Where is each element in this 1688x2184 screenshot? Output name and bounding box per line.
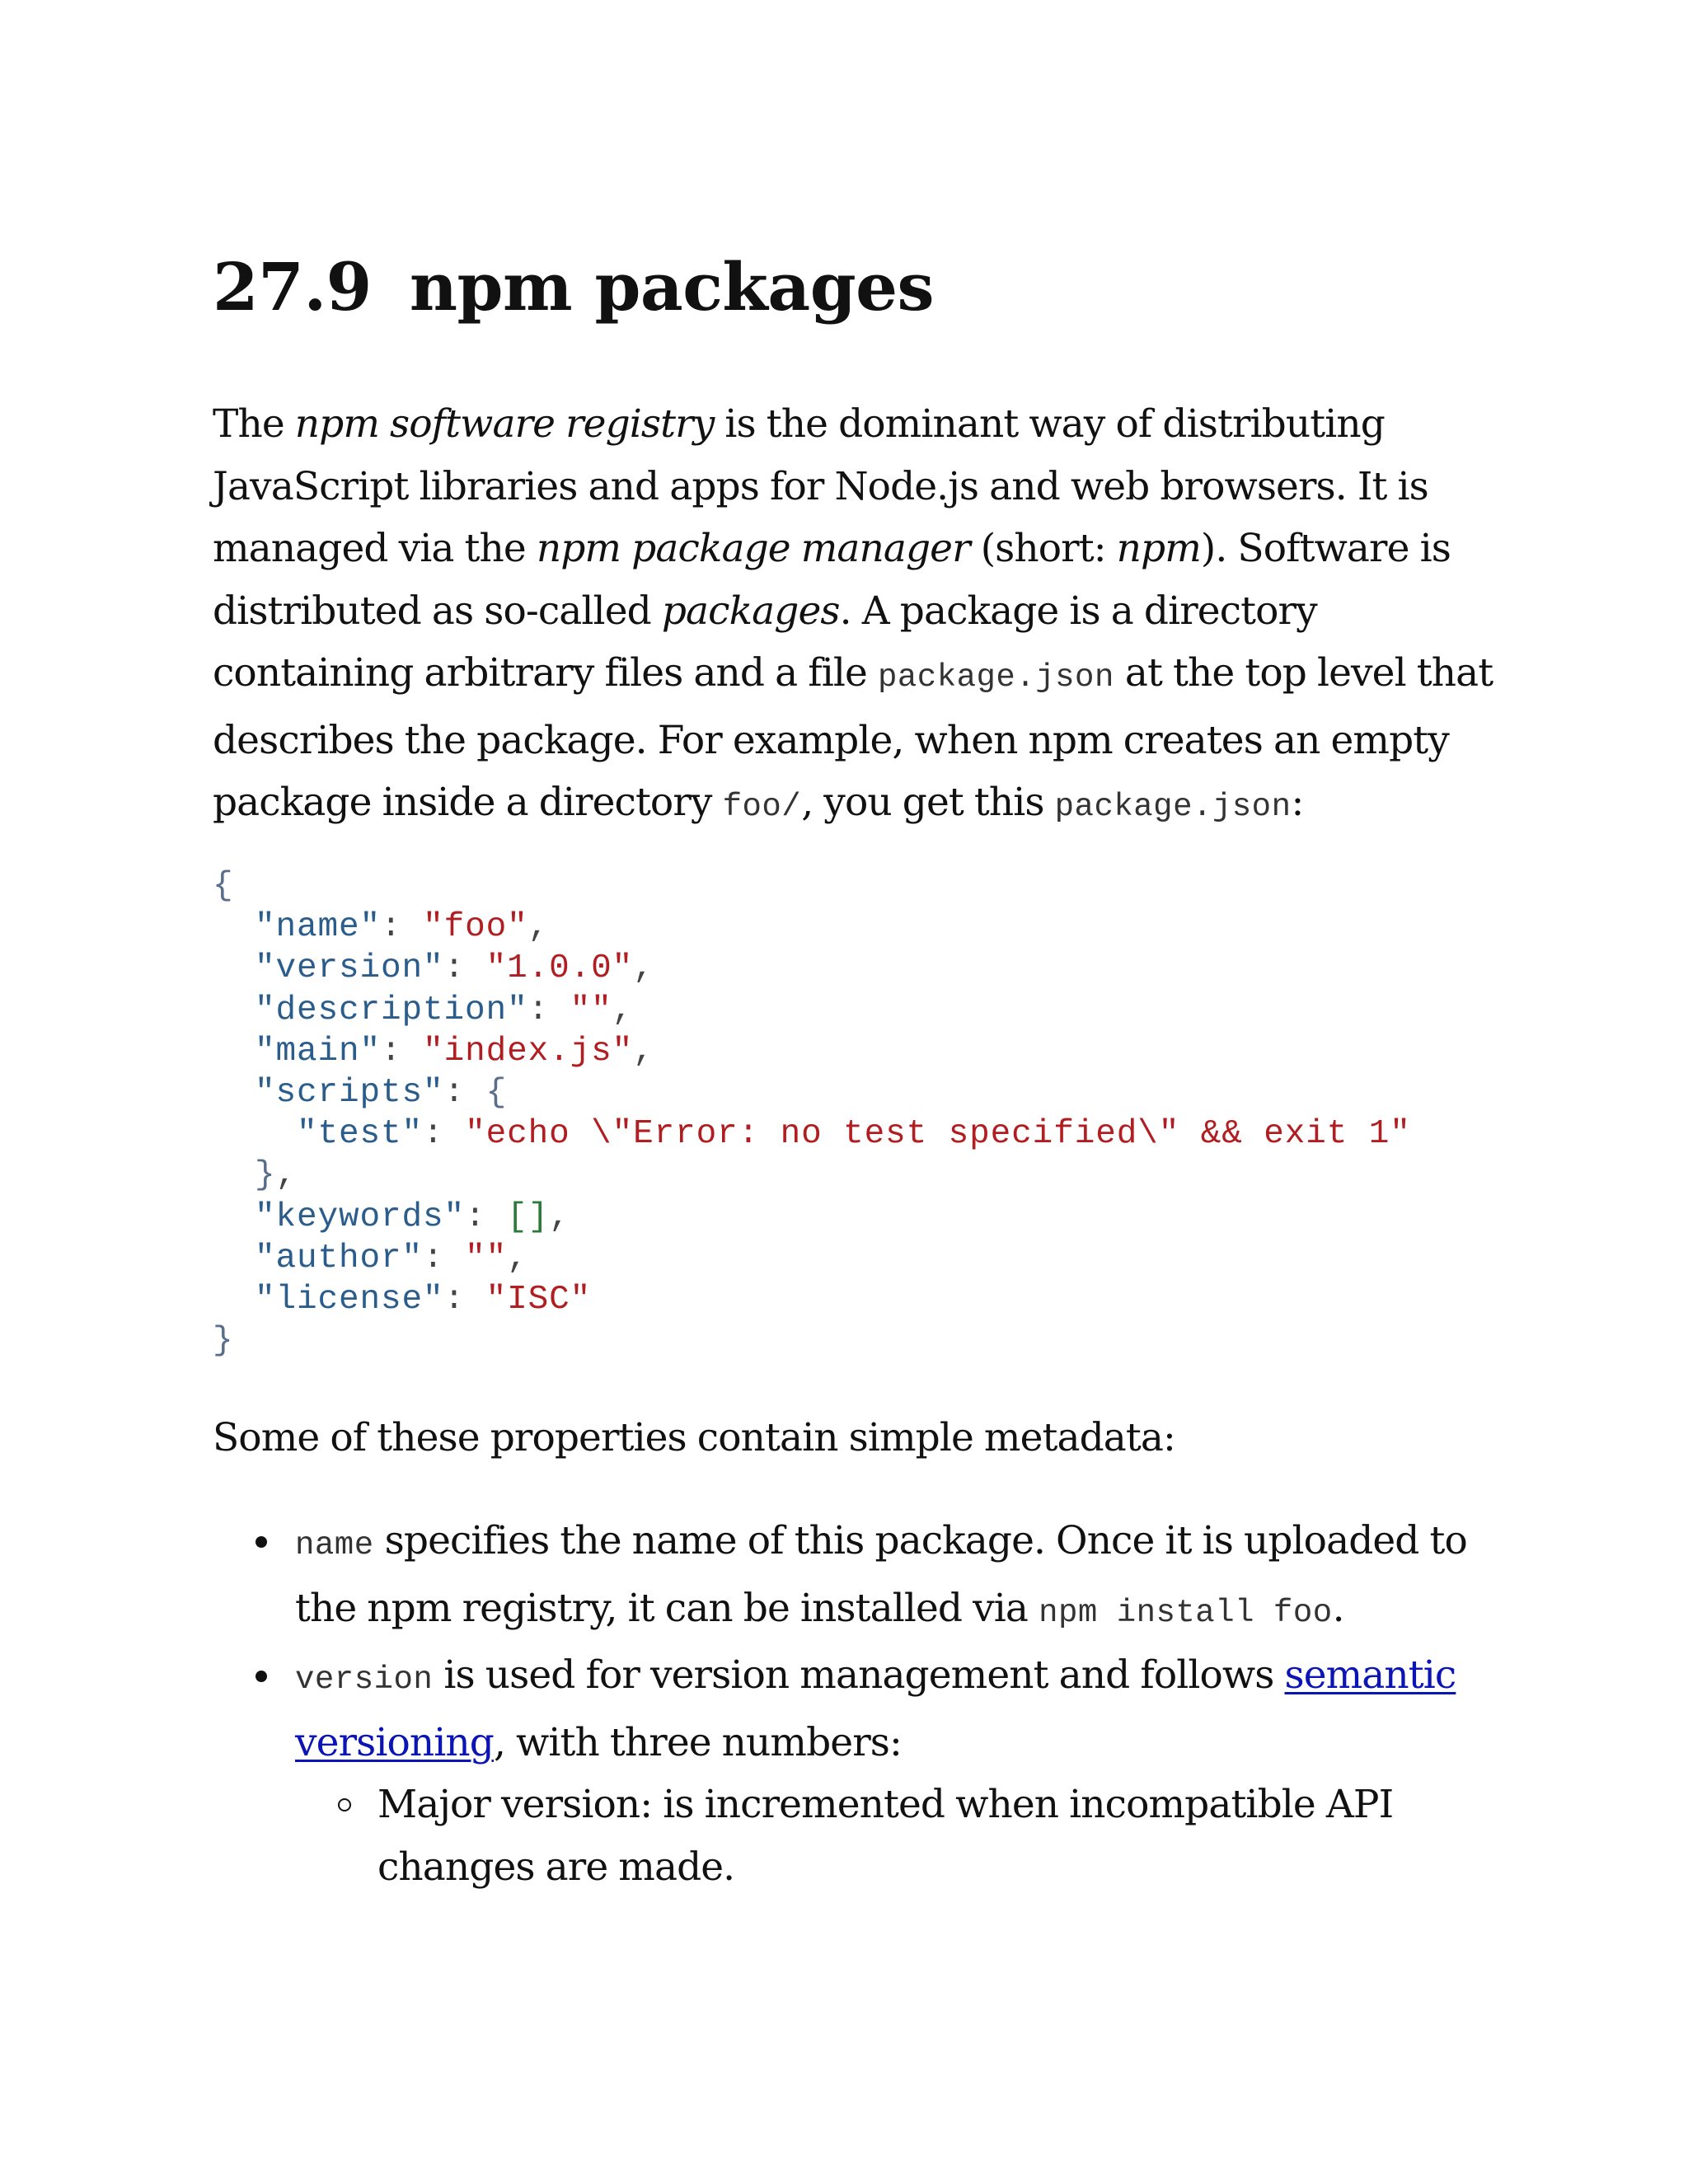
intro-text: . A package is a directory containing arbitrary files and a file [213,588,1317,696]
code-array: [] [507,1197,550,1236]
code-key: "main" [255,1032,382,1071]
code-key: "version" [255,949,444,988]
code-string: "" [465,1239,508,1277]
inline-code-name: name [295,1527,374,1563]
term-npm: npm [1116,526,1201,571]
list-item-text: . [1332,1585,1344,1631]
code-brace: { [213,867,234,905]
code-key: "license" [255,1281,444,1319]
package-json-code-block: { "name": "foo", "version": "1.0.0", "description": "", "main": "index.js", "scripts": { "test": "echo \"Error: no test specified\" && exit 1" }, "keywords": [], "author": "", "license": "ISC" } [213,867,1411,1361]
semantic-versioning-link[interactable]: semantic versioning [295,1652,1456,1765]
section-title: npm packages [409,248,935,326]
intro-text: (short: [969,526,1117,571]
intro-text: , you get this [801,780,1055,825]
sublist-item-major: Major version: is incremented when incompatible API changes are made. [295,1774,1498,1898]
intro-text: at the top level that describes the package. For example, when npm creates an empty package inside a directory [213,650,1493,825]
intro-text: The [213,401,295,447]
code-key: "name" [255,908,382,947]
code-string: "ISC" [485,1281,592,1319]
code-string: "1.0.0" [485,949,634,988]
code-brace: } [255,1156,276,1195]
intro-text: : [1291,780,1304,825]
metadata-lead-paragraph: Some of these properties contain simple metadata: [213,1415,1175,1460]
code-key: "scripts" [255,1074,444,1113]
code-brace: } [213,1322,234,1361]
list-item-text: is used for version management and follows [433,1652,1285,1698]
inline-code-package-json: package.json [1054,789,1292,825]
term-npm-package-manager: npm package manager [536,526,970,571]
version-sublist [295,1774,1498,1898]
term-npm-software-registry: npm software registry [294,401,715,447]
intro-text: ). Software is distributed as so-called [213,526,1451,634]
intro-text: is the dominant way of distributing JavaScript libraries and apps for Node.js and web browsers. It is managed via the [213,401,1428,571]
inline-code-npm-install: npm install foo [1039,1594,1333,1631]
list-item-version [213,1644,1498,1898]
code-string: "echo \"Error: no test specified\" && exit 1" [465,1115,1411,1154]
intro-paragraph [213,393,1507,839]
list-item-text: , with three numbers: [493,1719,902,1765]
inline-code-foo-dir: foo/ [722,789,802,825]
section-number: 27.9 [213,248,372,326]
inline-code-version: version [295,1661,434,1698]
code-key: "description" [255,991,528,1029]
list-item-text: specifies the name of this package. Once it is uploaded to the npm registry, it can be installed via [295,1518,1467,1631]
code-key: "keywords" [255,1197,466,1236]
metadata-list [213,1510,1498,1898]
code-key: "author" [255,1239,424,1277]
list-item-name [213,1510,1498,1644]
code-string: "index.js" [423,1032,634,1071]
code-brace: { [485,1074,508,1113]
section-heading [213,247,934,326]
inline-code-package-json: package.json [878,659,1114,696]
code-string: "" [570,991,612,1029]
code-key: "test" [297,1115,424,1154]
code-string: "foo" [423,908,528,947]
term-packages: packages [661,588,840,634]
